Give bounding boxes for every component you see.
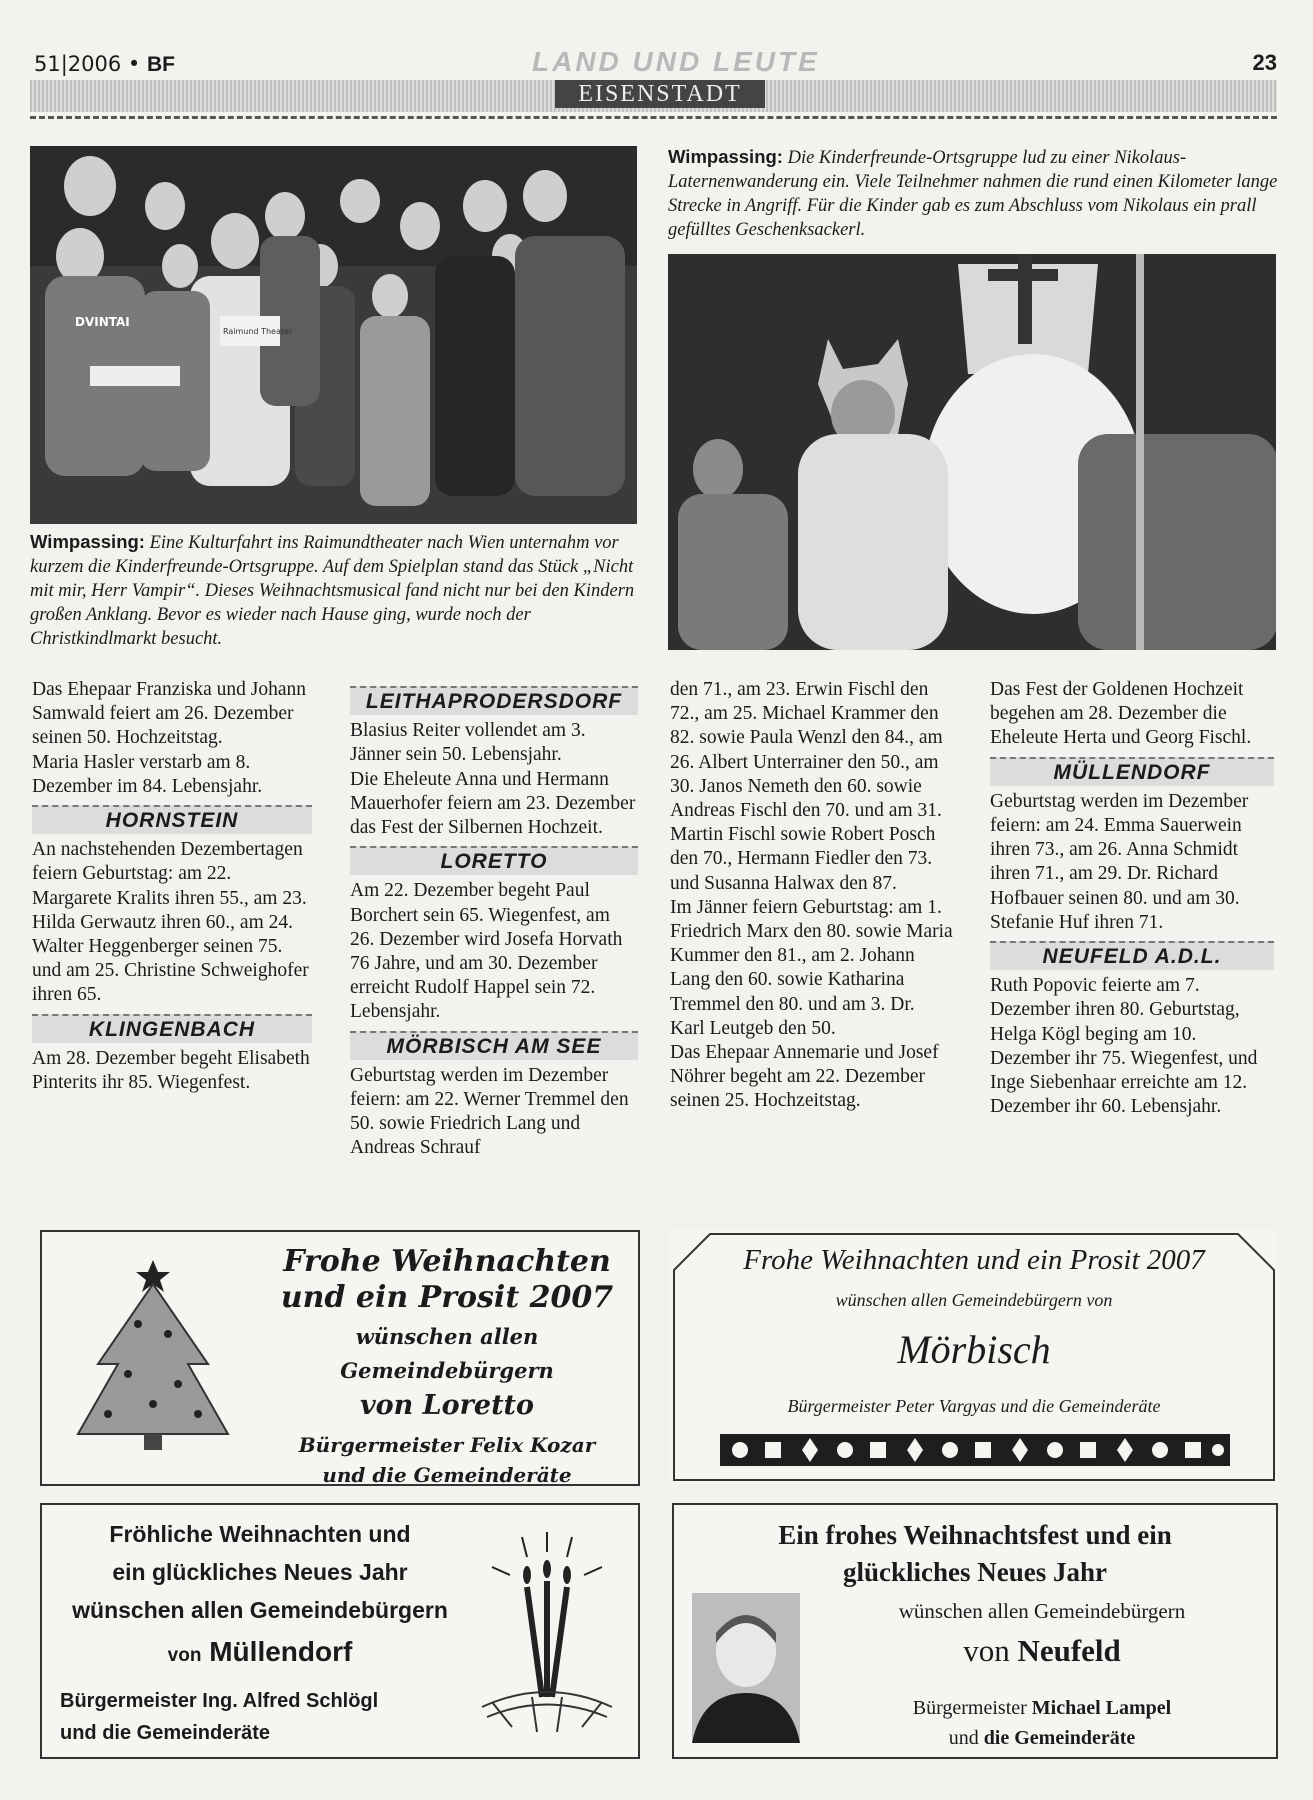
- heading-neufeld: NEUFELD A.D.L.: [990, 941, 1274, 970]
- ad-neufeld-line2: glückliches Neues Jahr: [842, 1557, 1107, 1587]
- caption-right-place: Wimpassing:: [668, 146, 783, 167]
- heading-leithaprodersdorf: LEITHAPRODERSDORF: [350, 686, 638, 715]
- photo-sign-text: Raimund Theater: [223, 327, 293, 336]
- ad-moerbisch: [670, 1230, 1278, 1484]
- region-banner: EISENSTADT: [555, 80, 765, 108]
- ad-neufeld-line3: wünschen allen Gemeindebürgern: [898, 1599, 1186, 1623]
- article-column-1: [32, 678, 312, 1095]
- text-hornstein: An nachstehenden Dezembertagen feiern Geburtstag: am 22. Margarete Kralits ihren 55., am 23. Hilda Gerwautz ihren 60., am 24. Walter Heggenberger seinen 75. und am 25. Christine Schweighofer ihren 65.: [32, 839, 309, 1006]
- mayor-portrait: [692, 1593, 800, 1743]
- ad-neufeld-line1: Ein frohes Weihnachtsfest und ein: [778, 1520, 1172, 1550]
- ad-neufeld-von: von: [963, 1633, 1010, 1668]
- text-noehrer: Das Ehepaar Annemarie und Josef Nöhrer begeht am 22. Dezember seinen 25. Hochzeitstag.: [670, 1042, 939, 1112]
- article-column-4: [990, 678, 1274, 1119]
- caption-right-text: Die Kinderfreunde-Ortsgruppe lud zu einer Nikolaus-Laternenwanderung ein. Viele Teilnehmer nahmen die rund einen Kilometer lange Strecke in Angriff. Für die Kinder gab es zum Abschluss vom Nikolaus ein prall gefülltes Geschenksackerl.: [668, 148, 1278, 240]
- text-moerbisch: Geburtstag werden im Dezember feiern: am 22. Werner Tremmel den 50. sowie Friedrich Lang und Andreas Schrauf: [350, 1064, 629, 1159]
- photo-nikolaus-image: [668, 254, 1276, 650]
- text-moerbisch-cont: den 71., am 23. Erwin Fischl den 72., am 25. Michael Krammer den 82. sowie Paula Wenzl den 84., am 26. Albert Unterrainer den 50., am 30. Janos Nemeth den 60. sowie Andreas Fischl den 70. und am 31. Martin Fischl sowie Robert Posch den 70., Hermann Fiedler den 73. und Susanna Halwax den 87.: [670, 679, 943, 894]
- article-column-2: [350, 678, 638, 1161]
- ad-loretto: [40, 1230, 640, 1486]
- heading-loretto: LORETTO: [350, 846, 638, 875]
- text-fischl-golden: Das Fest der Goldenen Hochzeit begehen am 28. Dezember die Eheleute Herta und Georg Fischl.: [990, 679, 1252, 749]
- text-klingenbach: Am 28. Dezember begeht Elisabeth Pinterits ihr 85. Wiegenfest.: [32, 1047, 310, 1094]
- section-title: LAND UND LEUTE: [532, 46, 820, 77]
- ad-muellendorf-line3: wünschen allen Gemeindebürgern: [72, 1597, 448, 1623]
- ad-loretto-line1: Frohe Weihnachten: [283, 1244, 611, 1279]
- ad-loretto-line6: und die Gemeinderäte: [322, 1463, 572, 1487]
- text-muellendorf: Geburtstag werden im Dezember feiern: am 24. Emma Sauerwein ihren 73., am 26. Anna Schmidt ihren 71., am 29. Dr. Richard Hofbauer seinen 80. und am 30. Stefanie Huf ihren 71.: [990, 790, 1249, 933]
- candles-icon: [472, 1527, 622, 1747]
- ad-muellendorf: [40, 1503, 640, 1759]
- ad-muellendorf-line6: und die Gemeinderäte: [60, 1722, 271, 1744]
- ad-neufeld-line6-prefix: und: [948, 1727, 979, 1749]
- ad-moerbisch-line1: Frohe Weihnachten und ein Prosit 2007: [743, 1244, 1205, 1276]
- photo-caption-right: [668, 145, 1278, 242]
- text-samwald: Das Ehepaar Franziska und Johann Samwald feiert am 26. Dezember seinen 50. Hochzeitstag.: [32, 679, 306, 749]
- christmas-tree-icon: [68, 1254, 238, 1454]
- page-number: 23: [1252, 50, 1277, 75]
- ad-loretto-line2: und ein Prosit 2007: [280, 1280, 614, 1315]
- ad-neufeld-headline: [674, 1517, 1276, 1591]
- ad-muellendorf-line2: ein glückliches Neues Jahr: [112, 1559, 408, 1585]
- heading-muellendorf: MÜLLENDORF: [990, 757, 1274, 786]
- ad-neufeld-signature: [804, 1693, 1280, 1753]
- mayor-portrait-image: [692, 1593, 800, 1743]
- ad-moerbisch-line3: Mörbisch: [897, 1327, 1051, 1372]
- ad-muellendorf-line1: Fröhliche Weihnachten und: [109, 1521, 411, 1547]
- text-moerbisch-jaenner: Im Jänner feiern Geburtstag: am 1. Friedrich Marx den 80. sowie Maria Kummer den 81., am 2. Johann Lang den 60. sowie Katharina Tremmel den 80. und am 3. Dr. Karl Leutgeb den 50.: [670, 896, 953, 1039]
- issue-number: 51|2006 •: [34, 52, 141, 76]
- ad-muellendorf-text: [60, 1515, 460, 1749]
- ad-moerbisch-line2: wünschen allen Gemeindebürgern von: [835, 1290, 1113, 1310]
- heading-klingenbach: KLINGENBACH: [32, 1014, 312, 1043]
- ad-muellendorf-line5: Bürgermeister Ing. Alfred Schlögl: [60, 1690, 379, 1712]
- article-column-3: [670, 678, 954, 1114]
- ad-neufeld-place: Neufeld: [1017, 1633, 1121, 1668]
- ad-muellendorf-line4: [60, 1629, 460, 1679]
- photo-nikolaus: [668, 254, 1276, 650]
- ad-loretto-text: [262, 1244, 632, 1490]
- ad-moerbisch-line4: Bürgermeister Peter Vargyas und die Gemeinderäte: [787, 1396, 1161, 1416]
- photo-children-group: [30, 146, 637, 524]
- ad-neufeld-mayor-name: Michael Lampel: [1031, 1697, 1172, 1719]
- caption-left-place: Wimpassing:: [30, 531, 145, 552]
- text-hasler: Maria Hasler verstarb am 8. Dezember im 84. Lebensjahr.: [32, 751, 263, 797]
- ad-muellendorf-von: von: [167, 1645, 202, 1666]
- ad-neufeld-line5-prefix: Bürgermeister: [912, 1697, 1027, 1719]
- photo-children-group-image: [30, 146, 637, 524]
- caption-left-text: Eine Kulturfahrt ins Raimundtheater nach Wien unternahm vor kurzem die Kinderfreunde-Ortsgruppe. Auf dem Spielplan stand das Stück „Nicht mit mir, Herr Vampir“. Dieses Weihnachtsmusical fand nicht nur bei den Kindern großen Anklang. Bevor es wieder nach Hause ging, wurde noch der Christkindlmarkt besucht.: [30, 533, 635, 649]
- text-leitha-mauerhofer: Die Eheleute Anna und Hermann Mauerhofer feiern am 23. Dezember das Fest der Silbernen Hochzeit.: [350, 768, 636, 839]
- text-loretto: Am 22. Dezember begeht Paul Borchert sein 65. Wiegenfest, am 26. Dezember wird Josefa Horvath 76 Jahre, und am 30. Dezember erreicht Rudolf Happel sein 72. Lebensjahr.: [350, 880, 623, 1023]
- ad-neufeld-line5: [804, 1693, 1280, 1723]
- ad-loretto-line3: wünschen allen Gemeindebürgern: [340, 1324, 554, 1383]
- ad-muellendorf-place: Müllendorf: [209, 1636, 353, 1667]
- text-leitha-reiter: Blasius Reiter vollendet am 3. Jänner sein 50. Lebensjahr.: [350, 720, 586, 766]
- christmas-ornament-border-icon: [720, 1430, 1230, 1470]
- photo-caption-left: [30, 530, 637, 651]
- ad-neufeld-line6: [804, 1723, 1280, 1753]
- ad-loretto-line4: von Loretto: [359, 1390, 535, 1421]
- ad-loretto-line5: Bürgermeister Felix Kozar: [298, 1433, 596, 1457]
- text-neufeld: Ruth Popovic feierte am 7. Dezember ihren 80. Geburtstag, Helga Kögl beging am 10. Dezember ihr 75. Wiegenfest, und Inge Siebenhaar erreichte am 12. Dezember ihr 60. Lebensjahr.: [990, 975, 1258, 1118]
- ad-neufeld-line6-rest: die Gemeinderäte: [983, 1727, 1136, 1749]
- ad-neufeld-line4: [804, 1633, 1280, 1669]
- heading-moerbisch: MÖRBISCH AM SEE: [350, 1031, 638, 1060]
- issue-label: [34, 52, 175, 77]
- photo-shirt-text: DVINTAI: [75, 315, 130, 329]
- ad-neufeld: [672, 1503, 1278, 1759]
- heading-hornstein: HORNSTEIN: [32, 805, 312, 834]
- header-divider: [30, 116, 1277, 119]
- paper-name: BF: [147, 53, 175, 76]
